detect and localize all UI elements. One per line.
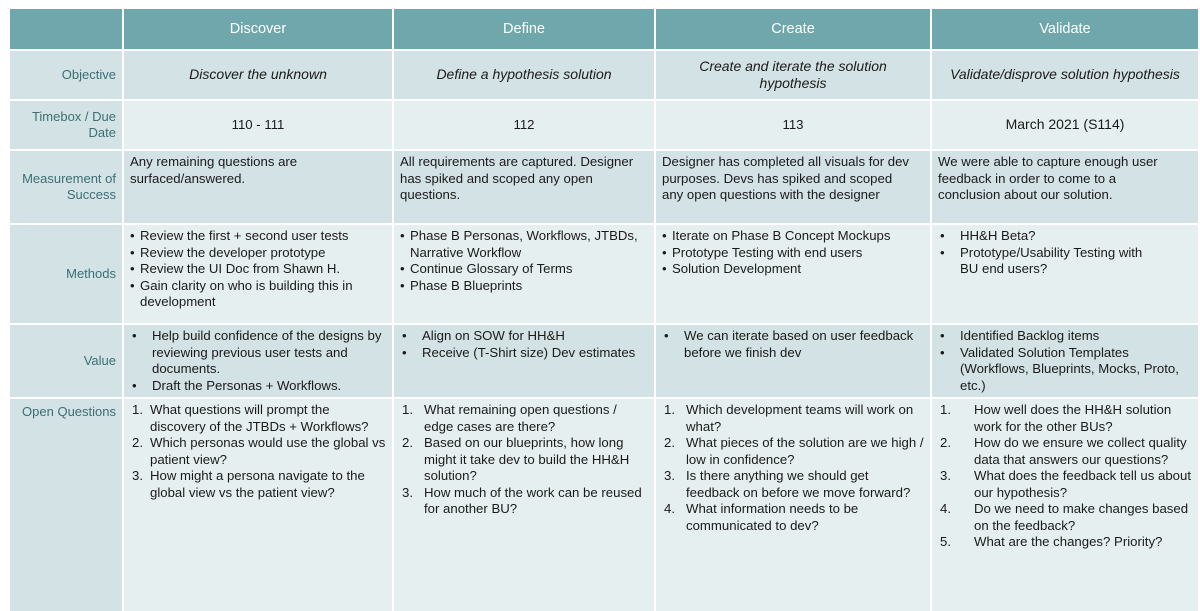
measurement-validate: We were able to capture enough user feedback in order to come to a conclusion about our solution. [932,151,1198,223]
list-item: 1. What remaining open questions / edge cases are there? [402,402,617,434]
measurement-define: All requirements are captured. Designer has spiked and scoped any open questions. [394,151,654,223]
measurement-discover: Any remaining questions are surfaced/answered. [124,151,392,223]
timebox-discover: 110 - 111 [124,101,392,149]
list-item: • Gain clarity on who is building this in development [130,278,386,311]
list-item: 3. How much of the work can be reused for another BU? [402,484,642,516]
methods-validate [932,225,1198,323]
open-questions-validate [932,399,1198,611]
list-item: 2. Based on our blueprints, how long might it take dev to build the HH&H solution? [402,435,630,483]
list-item: • Help build confidence of the designs by reviewing previous user tests and documents. [132,328,386,378]
list-item: 1. How well does the HH&H solution work for the other BUs? [940,402,1172,434]
list-item: 1. What questions will prompt the discovery of the JTBDs + Workflows? [132,402,369,434]
list-item: • Solution Development [662,261,924,278]
value-define [394,325,654,397]
objective-create: Create and iterate the solution hypothesis [656,51,930,99]
list-item: 5. What are the changes? Priority? [940,534,1163,549]
list-item: • Identified Backlog items [940,328,1192,345]
list-item: • Align on SOW for HH&H [402,328,648,345]
list-item: • We can iterate based on user feedback before we finish dev [664,328,924,361]
header-validate: Validate [932,9,1198,49]
list-item: • Receive (T-Shirt size) Dev estimates [402,345,648,362]
list-item: 2. How do we ensure we collect quality data that answers our questions? [940,435,1187,467]
list-item: • Phase B Personas, Workflows, JTBDs, Narrative Workflow [400,228,648,261]
open-questions-define [394,399,654,611]
row-label-methods: Methods [10,225,122,323]
value-discover [124,325,392,397]
methods-create [656,225,930,323]
list-item: 2. Which personas would use the global vs patient view? [132,435,386,467]
list-item: • HH&H Beta? [940,228,1158,245]
row-label-open-questions: Open Questions [10,399,122,611]
phase-table [10,9,1190,597]
list-item: • Phase B Blueprints [400,278,648,295]
timebox-validate: March 2021 (S114) [932,101,1198,149]
header-define: Define [394,9,654,49]
list-item: 3. Is there anything we should get feedback on before we move forward? [664,468,911,500]
timebox-define: 112 [394,101,654,149]
list-item: • Prototype/Usability Testing with BU end users? [940,245,1158,278]
row-label-timebox: Timebox / Due Date [10,101,122,149]
measurement-create: Designer has completed all visuals for dev purposes. Devs has spiked and scoped any open questions with the designer [656,151,930,223]
row-label-objective: Objective [10,51,122,99]
methods-define [394,225,654,323]
value-create [656,325,930,397]
open-questions-create [656,399,930,611]
list-item: • Review the UI Doc from Shawn H. [130,261,386,278]
header-create: Create [656,9,930,49]
row-label-measurement: Measurement of Success [10,151,122,223]
list-item: 3. What does the feedback tell us about our hypothesis? [940,468,1192,500]
list-item: • Prototype Testing with end users [662,245,924,262]
timebox-create: 113 [656,101,930,149]
list-item: • Continue Glossary of Terms [400,261,648,278]
value-validate [932,325,1198,397]
list-item: 4. What information needs to be communicated to dev? [664,501,859,533]
methods-discover [124,225,392,323]
open-questions-discover [124,399,392,611]
header-discover: Discover [124,9,392,49]
row-label-value: Value [10,325,122,397]
list-item: 3. How might a persona navigate to the global view vs the patient view? [132,468,365,500]
list-item: • Review the first + second user tests [130,228,386,245]
list-item: • Iterate on Phase B Concept Mockups [662,228,924,245]
list-item: 2. What pieces of the solution are we high / low in confidence? [664,435,924,467]
list-item: 1. Which development teams will work on what? [664,402,914,434]
list-item: • Validated Solution Templates (Workflows, Blueprints, Mocks, Proto, etc.) [940,345,1192,395]
list-item: 4. Do we need to make changes based on the feedback? [940,501,1189,533]
objective-discover: Discover the unknown [124,51,392,99]
objective-define: Define a hypothesis solution [394,51,654,99]
list-item: • Draft the Personas + Workflows. [132,378,386,395]
list-item: • Review the developer prototype [130,245,386,262]
objective-validate: Validate/disprove solution hypothesis [932,51,1198,99]
header-corner [10,9,122,49]
